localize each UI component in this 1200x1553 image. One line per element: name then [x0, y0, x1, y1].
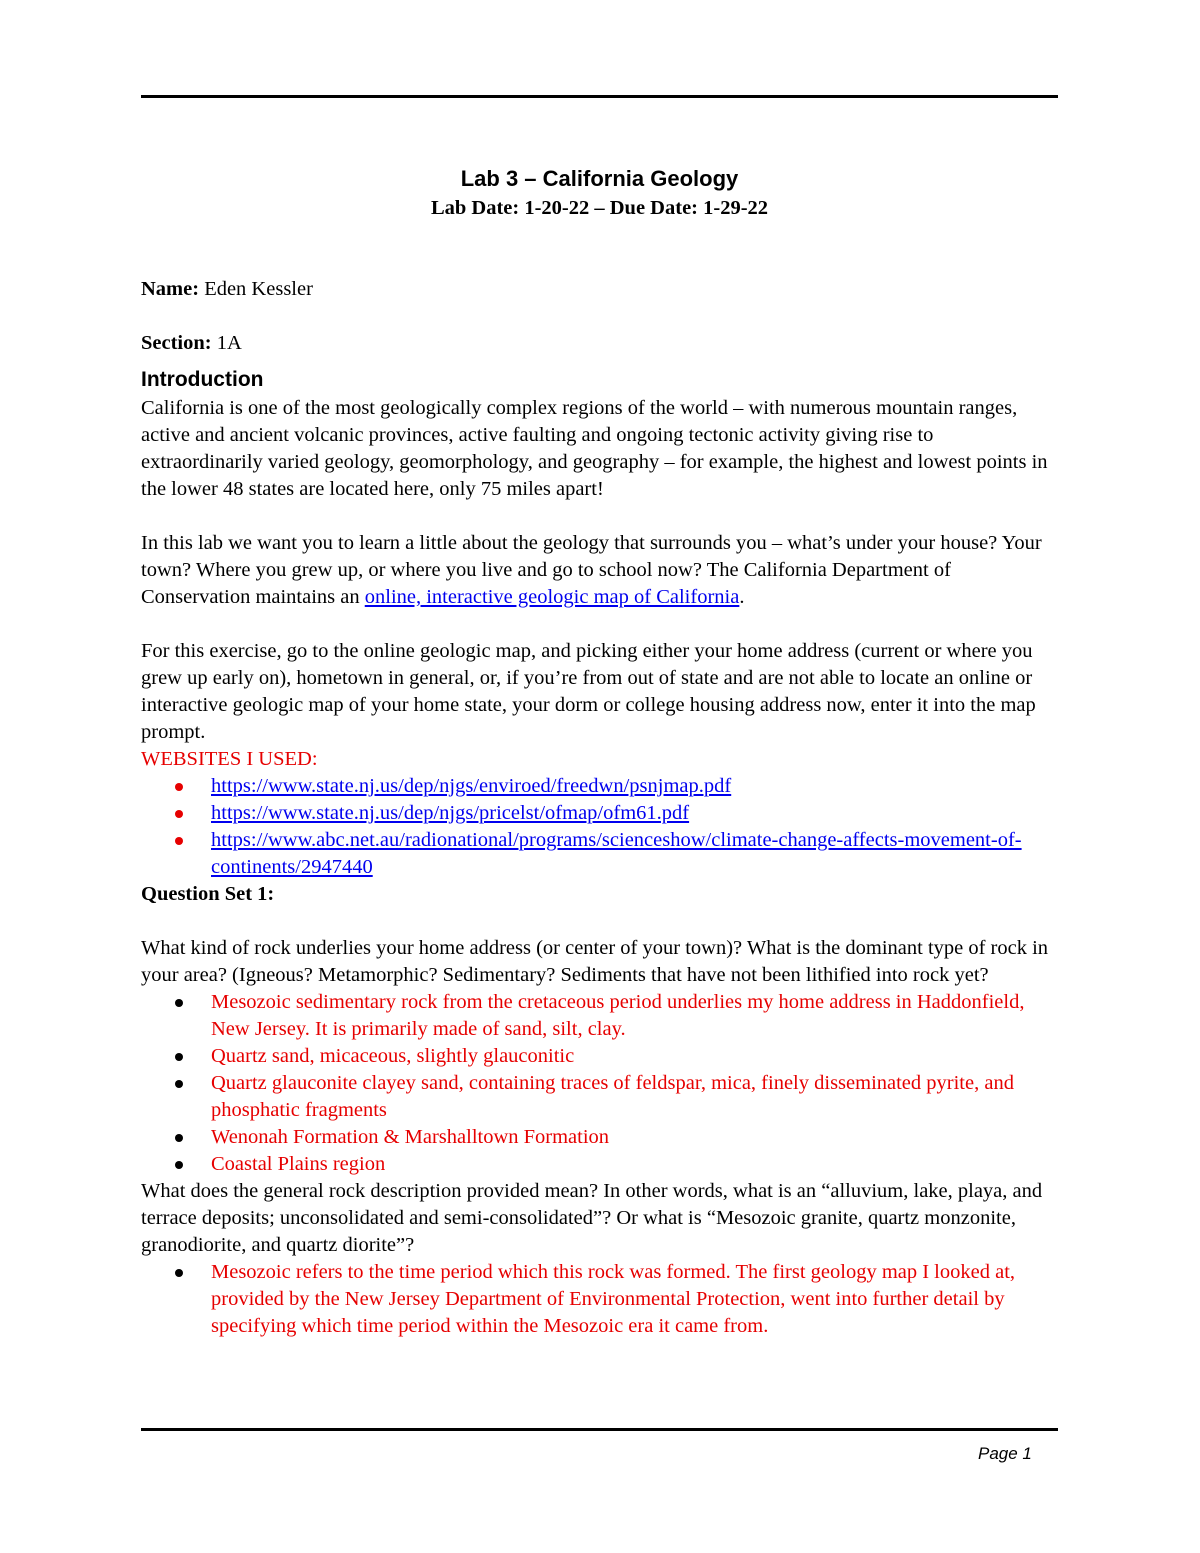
name-value: Eden Kessler	[204, 278, 313, 300]
question-1-answers	[141, 989, 1058, 1178]
bullet-icon	[175, 1134, 183, 1142]
answer-text: Mesozoic sedimentary rock from the cretaceous period underlies my home address in Haddonfield, New Jersey. It is primarily made of sand, silt, clay.	[211, 991, 1025, 1040]
website-link-1[interactable]: https://www.state.nj.us/dep/njgs/enviroed/freedwn/psnjmap.pdf	[211, 775, 732, 797]
name-label: Name:	[141, 278, 200, 300]
section-label: Section:	[141, 332, 212, 354]
page-number: Page 1	[978, 1444, 1032, 1463]
bullet-icon	[175, 810, 183, 818]
intro-paragraph-2-end: .	[739, 586, 745, 608]
list-item	[141, 1259, 1058, 1340]
list-item	[141, 1151, 1058, 1178]
question-set-heading: Question Set 1:	[141, 883, 275, 905]
answer-text: Coastal Plains region	[211, 1153, 386, 1175]
bullet-icon	[175, 837, 183, 845]
bullet-icon	[175, 783, 183, 791]
answer-text: Quartz glauconite clayey sand, containing traces of feldspar, mica, finely disseminated pyrite, and phosphatic fragments	[211, 1072, 1014, 1121]
bullet-icon	[175, 1269, 183, 1277]
intro-paragraph-2	[141, 530, 1058, 611]
bullet-icon	[175, 999, 183, 1007]
footer-rule	[141, 1428, 1058, 1431]
list-item	[141, 1070, 1058, 1124]
website-link-3[interactable]: https://www.abc.net.au/radionational/programs/scienceshow/climate-change-affects-movement-of-continents/2947440	[211, 829, 1022, 878]
section-value: 1A	[216, 332, 242, 354]
websites-list	[141, 773, 1058, 881]
section-field	[141, 330, 1058, 357]
list-item	[141, 827, 1058, 881]
bullet-icon	[175, 1161, 183, 1169]
list-item	[141, 773, 1058, 800]
list-item	[141, 1043, 1058, 1070]
bullet-icon	[175, 1080, 183, 1088]
intro-paragraph-2-text: In this lab we want you to learn a little about the geology that surrounds you – what’s under your house? Your town? Where you grew up, or where you live and go to school now? The California Department of Conservation maintains an	[141, 532, 1042, 608]
intro-paragraph-1: California is one of the most geologically complex regions of the world – with numerous mountain ranges, active and ancient volcanic provinces, active faulting and ongoing tectonic activity giving rise to extraordinarily varied geology, geomorphology, and geography – for example, the highest and lowest points in the lower 48 states are located here, only 75 miles apart!	[141, 397, 1048, 500]
list-item	[141, 989, 1058, 1043]
websites-label: WEBSITES I USED:	[141, 748, 318, 770]
intro-paragraph-3: For this exercise, go to the online geologic map, and picking either your home address (current or where you grew up early on), hometown in general, or, if you’re from out of state and are not able to locate an online or interactive geologic map of your home state, your dorm or college housing address now, enter it into the map prompt.	[141, 640, 1036, 743]
question-1: What kind of rock underlies your home address (or center of your town)? What is the dominant type of rock in your area? (Igneous? Metamorphic? Sedimentary? Sediments that have not been lithified into rock yet?	[141, 937, 1049, 986]
question-2: What does the general rock description provided mean? In other words, what is an “alluvium, lake, playa, and terrace deposits; unconsolidated and semi-consolidated”? Or what is “Mesozoic granite, quartz monzonite, granodiorite, and quartz diorite”?	[141, 1180, 1043, 1256]
list-item	[141, 800, 1058, 827]
document-page	[141, 160, 1058, 1340]
answer-text: Quartz sand, micaceous, slightly glauconitic	[211, 1045, 575, 1067]
list-item	[141, 1124, 1058, 1151]
introduction-heading: Introduction	[141, 368, 264, 391]
answer-text: Mesozoic refers to the time period which this rock was formed. The first geology map I looked at, provided by the New Jersey Department of Environmental Protection, went into further detail by specifying which time period within the Mesozoic era it came from.	[211, 1261, 1016, 1337]
lab-dates: Lab Date: 1-20-22 – Due Date: 1-29-22	[430, 197, 769, 219]
geologic-map-link[interactable]: online, interactive geologic map of California	[364, 586, 740, 608]
question-2-answers	[141, 1259, 1058, 1340]
name-field	[141, 276, 1058, 303]
bullet-icon	[175, 1053, 183, 1061]
answer-text: Wenonah Formation & Marshalltown Formation	[211, 1126, 610, 1148]
header-rule	[141, 95, 1058, 98]
website-link-2[interactable]: https://www.state.nj.us/dep/njgs/pricelst/ofmap/ofm61.pdf	[211, 802, 690, 824]
document-title: Lab 3 – California Geology	[460, 166, 739, 191]
